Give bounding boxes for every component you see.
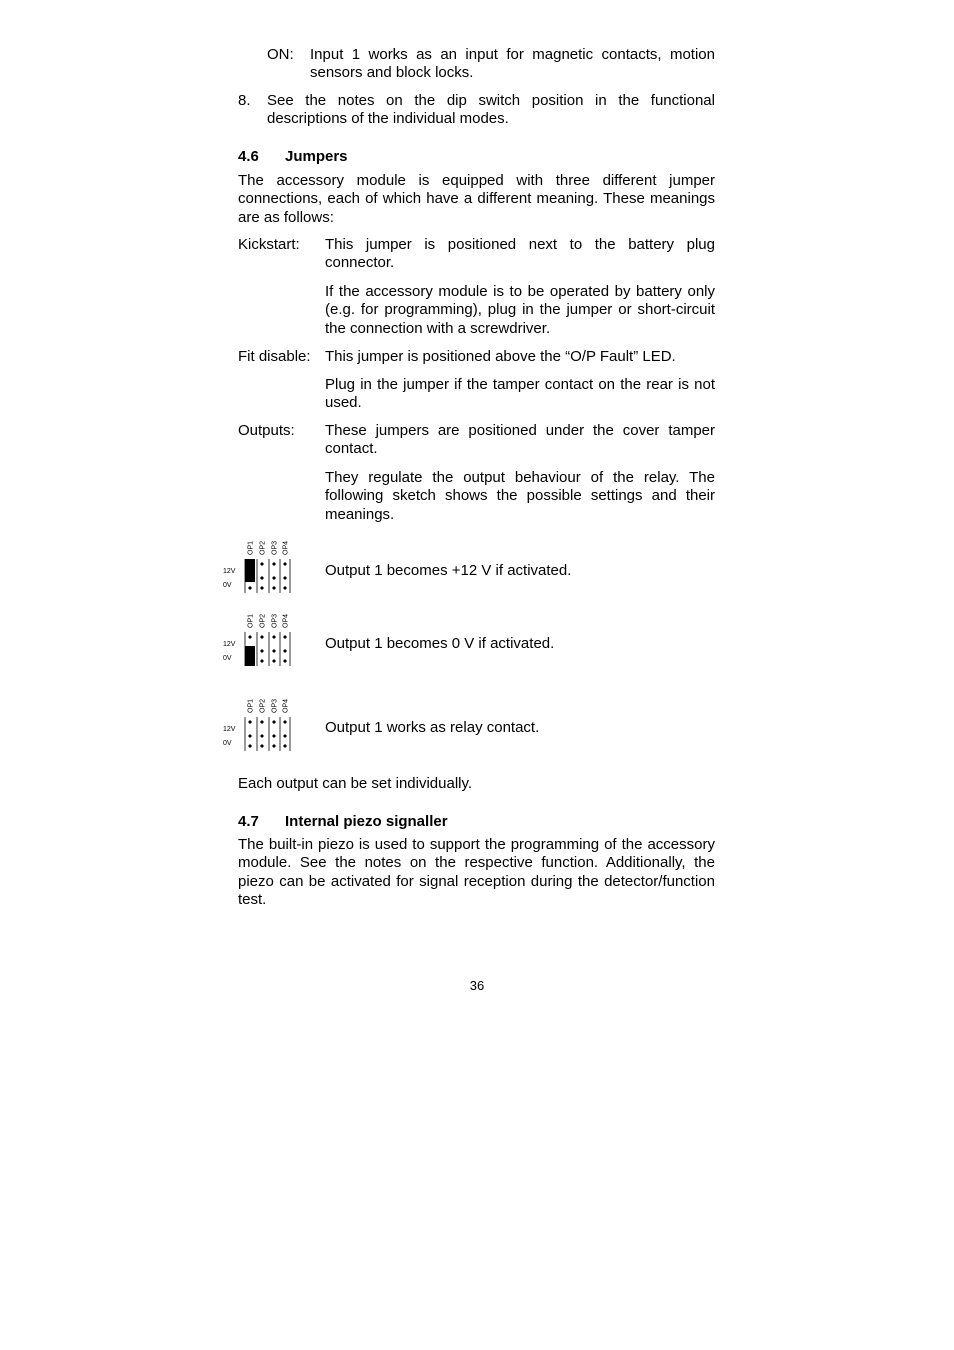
column-label: OP1 <box>247 613 255 628</box>
jumper-diagram-relay <box>218 693 298 757</box>
jumper-pin <box>272 734 276 738</box>
jumper-pin <box>272 562 276 566</box>
jumper-pin <box>260 744 264 748</box>
column-label: OP3 <box>271 540 279 555</box>
row-label: 0V <box>223 582 232 589</box>
section-intro: The accessory module is equipped with three different jumper connections, each of which have a different meaning. These meanings are as follows: <box>238 172 715 226</box>
jumper-pin <box>283 649 287 653</box>
column-label: OP3 <box>271 698 279 713</box>
jumper-pin <box>260 659 264 663</box>
jumper-pin <box>283 720 287 724</box>
jumper-diagram-12v <box>218 535 298 599</box>
column-label: OP4 <box>282 613 290 628</box>
row-label: 12V <box>223 641 236 648</box>
fit-disable-label: Fit disable: <box>238 348 311 365</box>
section-number: 4.7 <box>238 813 259 830</box>
column-label: OP2 <box>259 540 267 555</box>
jumper-pin <box>283 635 287 639</box>
kickstart-text-1: This jumper is positioned next to the battery plug connector. <box>325 236 715 272</box>
row-label: 12V <box>223 726 236 733</box>
outputs-note: Each output can be set individually. <box>238 775 473 792</box>
fit-disable-text-2: Plug in the jumper if the tamper contact on the rear is not used. <box>325 376 715 412</box>
row-label: 12V <box>223 568 236 575</box>
jumper-pin <box>248 586 252 590</box>
row-label: 0V <box>223 740 232 747</box>
jumper-caption-relay: Output 1 works as relay contact. <box>325 719 540 736</box>
kickstart-text-2: If the accessory module is to be operated by battery only (e.g. for programming), plug in the jumper or short-circuit the connection with a screwdriver. <box>325 283 715 337</box>
jumper-pin <box>248 720 252 724</box>
column-label: OP1 <box>247 698 255 713</box>
outputs-text-1: These jumpers are positioned under the cover tamper contact. <box>325 422 715 458</box>
column-label: OP3 <box>271 613 279 628</box>
jumper-pin <box>248 734 252 738</box>
jumper-pin <box>272 635 276 639</box>
piezo-paragraph: The built-in piezo is used to support the programming of the accessory module. See the notes on the respective function. Additionally, the piezo can be activated for signal reception during the detector/function test. <box>238 836 715 909</box>
jumper-pin <box>283 659 287 663</box>
jumper-pin <box>272 744 276 748</box>
jumper-pin <box>248 744 252 748</box>
list-item-text: See the notes on the dip switch position in the functional descriptions of the individual modes. <box>267 92 715 128</box>
jumper-caption-12v: Output 1 becomes +12 V if activated. <box>325 562 572 579</box>
jumper-caption-0v: Output 1 becomes 0 V if activated. <box>325 635 555 652</box>
column-label: OP2 <box>259 613 267 628</box>
on-item-label: ON: <box>267 46 294 63</box>
on-item-text: Input 1 works as an input for magnetic contacts, motion sensors and block locks. <box>310 46 715 82</box>
column-label: OP1 <box>247 540 255 555</box>
outputs-text-2: They regulate the output behaviour of the relay. The following sketch shows the possible settings and their meanings. <box>325 469 715 523</box>
section-number: 4.6 <box>238 148 259 165</box>
jumper-pin <box>272 720 276 724</box>
section-title: Jumpers <box>285 148 348 165</box>
row-label: 0V <box>223 655 232 662</box>
column-label: OP4 <box>282 540 290 555</box>
jumper-pin <box>260 720 264 724</box>
fit-disable-text-1: This jumper is positioned above the “O/P Fault” LED. <box>325 348 676 365</box>
jumper-pin <box>260 635 264 639</box>
column-label: OP2 <box>259 698 267 713</box>
page-number: 36 <box>469 978 485 993</box>
jumper-pin <box>260 562 264 566</box>
jumper-pin <box>272 659 276 663</box>
jumper-pin <box>283 734 287 738</box>
jumper-pin <box>260 734 264 738</box>
jumper-block <box>245 559 255 582</box>
jumper-block <box>245 646 255 666</box>
jumper-pin <box>272 576 276 580</box>
outputs-label: Outputs: <box>238 422 295 439</box>
column-label: OP4 <box>282 698 290 713</box>
list-item-number: 8. <box>238 92 251 109</box>
jumper-diagram-0v <box>218 608 298 672</box>
jumper-pin <box>272 649 276 653</box>
jumper-pin <box>260 649 264 653</box>
jumper-pin <box>272 586 276 590</box>
jumper-pin <box>283 744 287 748</box>
jumper-pin <box>260 576 264 580</box>
section-title: Internal piezo signaller <box>285 813 448 830</box>
jumper-pin <box>248 635 252 639</box>
jumper-pin <box>283 586 287 590</box>
jumper-pin <box>283 576 287 580</box>
kickstart-label: Kickstart: <box>238 236 300 253</box>
jumper-pin <box>283 562 287 566</box>
jumper-pin <box>260 586 264 590</box>
